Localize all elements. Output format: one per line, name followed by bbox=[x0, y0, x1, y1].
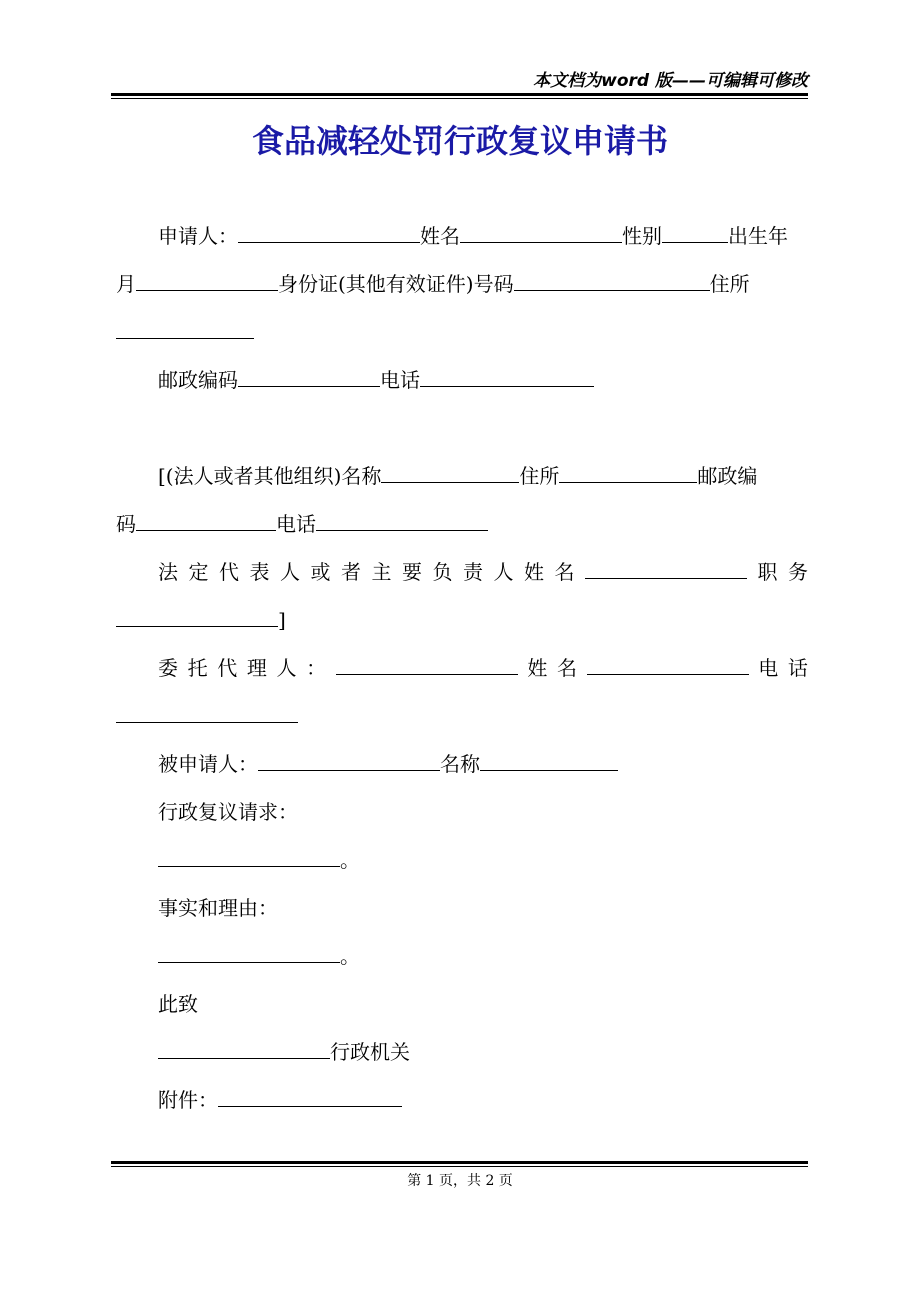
org-postal-label: 邮政编 bbox=[697, 464, 758, 488]
facts-line bbox=[158, 942, 808, 970]
address-label: 住所 bbox=[709, 272, 750, 296]
agent-char: 人 bbox=[276, 656, 297, 680]
agent-char: 托 bbox=[187, 656, 208, 680]
org-address-label: 住所 bbox=[519, 464, 560, 488]
footer-rule-thin bbox=[111, 1166, 808, 1167]
org-line-1 bbox=[158, 462, 808, 490]
attachment-label: 附件： bbox=[158, 1088, 218, 1112]
birth-label: 出生年 bbox=[728, 224, 788, 248]
respondent-line bbox=[158, 750, 808, 778]
org-phone-label: 电话 bbox=[276, 512, 316, 536]
birth-month-label: 月 bbox=[116, 272, 136, 296]
legal-rep-line bbox=[158, 558, 808, 586]
address-blank[interactable] bbox=[116, 318, 254, 339]
header-rule-thin bbox=[111, 98, 808, 99]
document-title: 食品减轻处罚行政复议申请书 bbox=[251, 122, 668, 160]
request-label: 行政复议请求： bbox=[158, 800, 298, 824]
postal-code-label: 邮政编码 bbox=[158, 368, 238, 392]
name-blank[interactable] bbox=[460, 222, 622, 243]
legal-rep-char: 名 bbox=[554, 560, 575, 584]
agent-char: 理 bbox=[246, 656, 267, 680]
facts-blank[interactable] bbox=[158, 942, 340, 963]
legal-rep-char: 姓 bbox=[524, 560, 544, 584]
legal-rep-char: 法 bbox=[158, 560, 178, 584]
position-char: 职 bbox=[757, 560, 778, 584]
applicant-line-1 bbox=[158, 222, 808, 250]
birth-blank[interactable] bbox=[136, 270, 278, 291]
salutation: 此致 bbox=[158, 992, 198, 1016]
agent-blank[interactable] bbox=[336, 654, 518, 675]
agent-char: 委 bbox=[158, 656, 178, 680]
authority-line bbox=[158, 1038, 808, 1066]
applicant-label: 申请人： bbox=[158, 224, 238, 248]
legal-rep-char: 负 bbox=[432, 560, 453, 584]
legal-rep-name-blank[interactable] bbox=[585, 558, 747, 579]
legal-rep-char: 主 bbox=[371, 560, 392, 584]
agent-phone-blank[interactable] bbox=[116, 702, 298, 723]
position-char: 务 bbox=[788, 560, 808, 584]
authority-label: 行政机关 bbox=[330, 1040, 410, 1064]
legal-rep-char: 或 bbox=[310, 560, 331, 584]
header-rule bbox=[111, 93, 808, 96]
request-blank[interactable] bbox=[158, 846, 340, 867]
facts-end: 。 bbox=[340, 944, 360, 968]
phone-label: 电话 bbox=[380, 368, 420, 392]
id-blank[interactable] bbox=[514, 270, 710, 291]
request-line bbox=[158, 846, 808, 874]
authority-blank[interactable] bbox=[158, 1038, 330, 1059]
respondent-blank[interactable] bbox=[258, 750, 440, 771]
close-bracket: ] bbox=[278, 608, 286, 632]
respondent-label: 被申请人： bbox=[158, 752, 258, 776]
legal-rep-char: 人 bbox=[280, 560, 300, 584]
agent-char: ： bbox=[306, 656, 327, 680]
org-address-blank[interactable] bbox=[559, 462, 697, 483]
id-label: 身份证(其他有效证件)号码 bbox=[278, 272, 514, 296]
org-postal-blank[interactable] bbox=[136, 510, 276, 531]
org-name-blank[interactable] bbox=[381, 462, 519, 483]
header-note: 本文档为word 版——可编辑可修改 bbox=[533, 71, 808, 91]
respondent-name-label: 名称 bbox=[440, 752, 480, 776]
position-blank[interactable] bbox=[116, 606, 278, 627]
request-end: 。 bbox=[340, 848, 360, 872]
respondent-name-blank[interactable] bbox=[480, 750, 618, 771]
attachment-blank[interactable] bbox=[218, 1086, 402, 1107]
legal-rep-char: 责 bbox=[463, 560, 483, 584]
agent-char: 代 bbox=[217, 656, 238, 680]
agent-phone-char: 电 bbox=[758, 656, 779, 680]
org-postal-label-cont: 码 bbox=[116, 512, 136, 536]
gender-blank[interactable] bbox=[662, 222, 728, 243]
agent-line-2 bbox=[116, 702, 808, 730]
legal-rep-char: 者 bbox=[341, 560, 361, 584]
org-name-label: [(法人或者其他组织)名称 bbox=[158, 464, 382, 488]
facts-label: 事实和理由： bbox=[158, 896, 278, 920]
name-label: 姓名 bbox=[420, 224, 460, 248]
legal-rep-char: 表 bbox=[249, 560, 270, 584]
legal-rep-char: 代 bbox=[219, 560, 239, 584]
agent-name-char: 名 bbox=[557, 656, 577, 680]
applicant-line-3 bbox=[116, 318, 808, 346]
page-number: 第 1 页，共 2 页 bbox=[407, 1173, 513, 1189]
agent-name-char: 姓 bbox=[527, 656, 548, 680]
legal-rep-char: 人 bbox=[493, 560, 514, 584]
postal-line bbox=[158, 366, 808, 394]
footer-rule bbox=[111, 1161, 808, 1164]
applicant-line-2 bbox=[116, 270, 808, 298]
postal-code-blank[interactable] bbox=[238, 366, 380, 387]
org-phone-blank[interactable] bbox=[316, 510, 488, 531]
legal-rep-char: 要 bbox=[402, 560, 422, 584]
agent-name-blank[interactable] bbox=[587, 654, 749, 675]
applicant-blank[interactable] bbox=[238, 222, 420, 243]
org-line-2 bbox=[116, 510, 808, 538]
legal-rep-line-2 bbox=[116, 606, 808, 634]
gender-label: 性别 bbox=[622, 224, 662, 248]
agent-phone-char: 话 bbox=[787, 656, 808, 680]
agent-line bbox=[158, 654, 808, 682]
attachment-line bbox=[158, 1086, 808, 1114]
legal-rep-char: 定 bbox=[188, 560, 209, 584]
phone-blank[interactable] bbox=[420, 366, 594, 387]
